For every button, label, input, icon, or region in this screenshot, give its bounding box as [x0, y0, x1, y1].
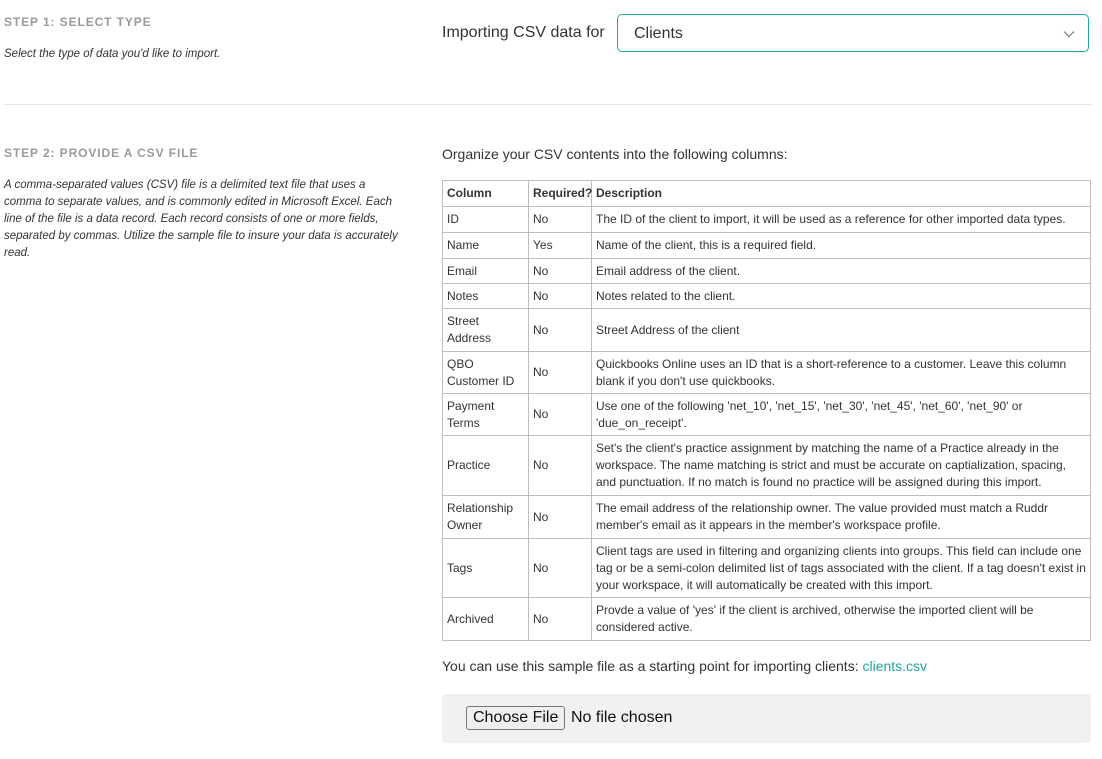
table-row [443, 309, 1091, 352]
required-cell: No [529, 436, 592, 496]
step1-description: Select the type of data you'd like to import. [4, 48, 221, 60]
description-cell: Provde a value of 'yes' if the client is archived, otherwise the imported client will be considered active. [592, 598, 1091, 641]
description-cell: Client tags are used in filtering and organizing clients into groups. This field can include one tag or be a semi-colon delimited list of tags associated with the client. If a tag doesn't exist in your workspace, it will automatically be created with this import. [592, 539, 1091, 598]
table-row [443, 259, 1091, 284]
column-name-cell: Practice [443, 436, 529, 496]
section-divider [4, 104, 1091, 105]
data-type-select-value: Clients [634, 25, 683, 42]
organize-instructions: Organize your CSV contents into the following columns: [442, 146, 788, 162]
table-row [443, 436, 1091, 496]
table-row [443, 539, 1091, 598]
description-cell: Set's the client's practice assignment by matching the name of a Practice already in the workspace. The name matching is strict and must be accurate on captialization, spacing, and punctuation. If no match is found no practice will be assigned during this import. [592, 436, 1091, 496]
chevron-down-icon [1062, 27, 1076, 41]
description-cell: The ID of the client to import, it will be used as a reference for other imported data types. [592, 207, 1091, 233]
column-name-cell: Payment Terms [443, 394, 529, 436]
description-header: Description [592, 181, 1091, 207]
column-name-cell: ID [443, 207, 529, 233]
required-cell: No [529, 207, 592, 233]
table-row [443, 394, 1091, 436]
required-header: Required? [529, 181, 592, 207]
column-name-cell: Relationship Owner [443, 496, 529, 539]
description-cell: Notes related to the client. [592, 284, 1091, 309]
step1-title: STEP 1: SELECT TYPE [4, 15, 152, 29]
table-row [443, 352, 1091, 394]
table-row [443, 496, 1091, 539]
required-cell: No [529, 539, 592, 598]
step2-description: A comma-separated values (CSV) file is a delimited text file that uses a comma to separate values, and is commonly edited in Microsoft Excel. Each line of the file is a data record. Each record consists of one or more fields, separated by commas. Utilize the sample file to insure your data is accurately read. [4, 179, 398, 259]
column-name-cell: Notes [443, 284, 529, 309]
required-cell: Yes [529, 233, 592, 259]
required-cell: No [529, 352, 592, 394]
description-cell: Quickbooks Online uses an ID that is a short-reference to a customer. Leave this column blank if you don't use quickbooks. [592, 352, 1091, 394]
csv-columns-table [442, 180, 1091, 641]
column-name-cell: Street Address [443, 309, 529, 352]
description-cell: Street Address of the client [592, 309, 1091, 352]
file-upload-area [442, 694, 1091, 743]
column-name-cell: QBO Customer ID [443, 352, 529, 394]
required-cell: No [529, 394, 592, 436]
choose-file-button[interactable]: Choose File [466, 706, 565, 730]
required-cell: No [529, 284, 592, 309]
table-row [443, 207, 1091, 233]
importing-label: Importing CSV data for [442, 24, 605, 41]
required-cell: No [529, 309, 592, 352]
column-header: Column [443, 181, 529, 207]
description-cell: Use one of the following 'net_10', 'net_15', 'net_30', 'net_45', 'net_60', 'net_90' or 'due_on_receipt'. [592, 394, 1091, 436]
description-cell: Name of the client, this is a required field. [592, 233, 1091, 259]
table-row [443, 284, 1091, 309]
sample-file-link[interactable]: clients.csv [862, 658, 928, 674]
description-cell: Email address of the client. [592, 259, 1091, 284]
table-row [443, 233, 1091, 259]
sample-file-text [442, 658, 927, 674]
required-cell: No [529, 496, 592, 539]
data-type-select[interactable] [617, 14, 1089, 52]
sample-file-description: You can use this sample file as a starting point for importing clients: [442, 658, 859, 674]
column-name-cell: Email [443, 259, 529, 284]
step2-title: STEP 2: PROVIDE A CSV FILE [4, 146, 199, 160]
column-name-cell: Tags [443, 539, 529, 598]
column-name-cell: Archived [443, 598, 529, 641]
required-cell: No [529, 598, 592, 641]
file-status-text: No file chosen [571, 709, 673, 726]
table-header-row [443, 181, 1091, 207]
column-name-cell: Name [443, 233, 529, 259]
description-cell: The email address of the relationship owner. The value provided must match a Ruddr member's email as it appears in the member's workspace profile. [592, 496, 1091, 539]
table-row [443, 598, 1091, 641]
required-cell: No [529, 259, 592, 284]
